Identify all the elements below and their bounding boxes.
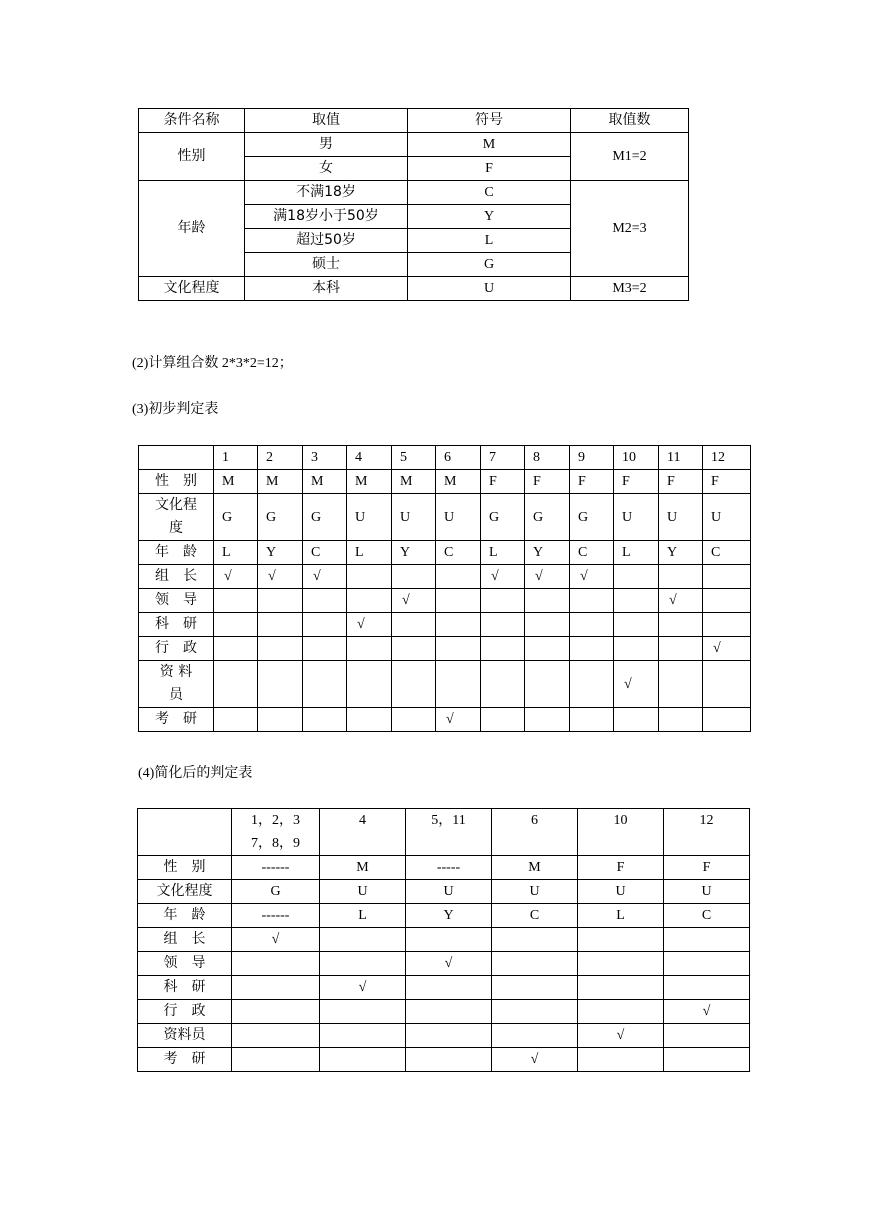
initial-column-number: 6 [436,446,481,470]
initial-column-number: 1 [214,446,258,470]
simplified-row-label: 资料员 [138,1024,232,1048]
initial-table-row [139,565,751,589]
initial-row-label: 考 研 [139,708,214,732]
simplified-table-cell [232,976,320,1000]
initial-table-cell: L [481,541,525,565]
initial-table-cell: F [481,470,525,494]
simplified-table-cell: M [320,856,406,880]
initial-table-cell [258,637,303,661]
initial-table-cell: √ [347,613,392,637]
simplified-table-cell [232,1048,320,1072]
initial-table-cell [570,589,614,613]
initial-table-cell [703,708,751,732]
simplified-table-row [138,1048,750,1072]
simplified-corner-cell [138,809,232,856]
initial-table-cell [525,661,570,708]
initial-table-cell: √ [659,589,703,613]
initial-table-cell [481,613,525,637]
initial-table-cell [392,637,436,661]
initial-table-cell [214,708,258,732]
simplified-table-cell [406,1024,492,1048]
initial-table-cell: M [303,470,347,494]
simplified-table-row [138,904,750,928]
initial-table-cell: M [258,470,303,494]
simplified-table-cell: C [664,904,750,928]
initial-table-cell: G [481,494,525,541]
simplified-row-label: 年 龄 [138,904,232,928]
condition-header-row [139,109,689,133]
initial-table-cell [703,661,751,708]
simplified-column-header: 6 [492,809,578,856]
simplified-table-row [138,1000,750,1024]
simplified-column-header: 10 [578,809,664,856]
initial-row-label: 行 政 [139,637,214,661]
initial-table-cell [347,661,392,708]
initial-table-row [139,589,751,613]
simplified-table-cell [320,1000,406,1024]
simplified-table-cell: U [578,880,664,904]
condition-name-cell: 文化程度 [139,277,245,301]
initial-table-cell: √ [703,637,751,661]
initial-table-cell [703,565,751,589]
condition-count-cell: M3=2 [571,277,689,301]
simplified-table-cell: √ [492,1048,578,1072]
initial-table-cell: U [347,494,392,541]
initial-column-number: 2 [258,446,303,470]
initial-table-cell [347,589,392,613]
initial-table-cell: √ [570,565,614,589]
condition-value-cell: 男 [245,133,408,157]
simplified-table-row [138,1024,750,1048]
initial-table-cell: F [570,470,614,494]
initial-table-cell [570,637,614,661]
initial-table-cell [659,637,703,661]
initial-table-cell: √ [525,565,570,589]
combination-count-text: (2)计算组合数 2*3*2=12； [132,356,293,371]
initial-table-cell [436,565,481,589]
condition-symbol-cell: F [408,157,571,181]
initial-table-cell: M [392,470,436,494]
simplified-table-row [138,928,750,952]
simplified-table-cell: √ [578,1024,664,1048]
initial-table-cell: U [392,494,436,541]
initial-column-number: 3 [303,446,347,470]
initial-table-cell: F [703,470,751,494]
condition-value-cell: 满18岁小于50岁 [245,205,408,229]
initial-table-row [139,613,751,637]
initial-table-cell: Y [659,541,703,565]
simplified-table-cell [578,952,664,976]
simplified-table-cell: U [406,880,492,904]
condition-symbol-cell: G [408,253,571,277]
simplified-column-header: 1，2，3 7，8，9 [232,809,320,856]
simplified-table-heading: (4)简化后的判定表 [138,766,253,781]
initial-table-heading: (3)初步判定表 [132,402,219,417]
initial-table-cell: C [703,541,751,565]
initial-column-number: 9 [570,446,614,470]
condition-header-cell: 符号 [408,109,571,133]
simplified-table-cell [492,952,578,976]
initial-table-cell [570,613,614,637]
initial-table-cell: √ [436,708,481,732]
initial-table-cell [570,661,614,708]
simplified-table-cell: √ [232,928,320,952]
simplified-table-cell [578,976,664,1000]
initial-table-cell: G [214,494,258,541]
initial-table-cell [525,708,570,732]
condition-row [139,277,689,301]
condition-header-cell: 条件名称 [139,109,245,133]
simplified-row-label: 性 别 [138,856,232,880]
initial-row-label: 领 导 [139,589,214,613]
initial-table-cell [258,589,303,613]
initial-table-cell [436,661,481,708]
simplified-table-cell [578,1048,664,1072]
initial-table-cell: G [258,494,303,541]
initial-column-number: 10 [614,446,659,470]
simplified-table-cell: M [492,856,578,880]
initial-table-cell [525,613,570,637]
simplified-table-cell [406,928,492,952]
simplified-row-label: 文化程度 [138,880,232,904]
initial-table-cell [659,708,703,732]
initial-table-cell [614,708,659,732]
initial-table-cell [258,613,303,637]
simplified-table-cell [232,1000,320,1024]
initial-table-cell: √ [392,589,436,613]
initial-row-label: 组 长 [139,565,214,589]
simplified-table-cell: F [664,856,750,880]
initial-table-cell [214,637,258,661]
initial-table-cell [614,637,659,661]
initial-table-cell [614,613,659,637]
initial-table-cell [392,661,436,708]
initial-table-cell: G [525,494,570,541]
initial-table-cell: M [347,470,392,494]
simplified-table-cell [406,1000,492,1024]
initial-table-cell [481,589,525,613]
initial-table-row [139,494,751,541]
initial-table-cell [214,661,258,708]
simplified-table-cell [664,1048,750,1072]
initial-table-cell [659,661,703,708]
simplified-table-cell: ------ [232,856,320,880]
initial-table-cell: M [436,470,481,494]
initial-table-cell [303,637,347,661]
initial-table-cell: F [614,470,659,494]
condition-header-cell: 取值 [245,109,408,133]
condition-symbol-cell: M [408,133,571,157]
initial-table-row [139,637,751,661]
initial-table-cell [303,613,347,637]
condition-table [138,108,689,301]
initial-table-cell: √ [214,565,258,589]
initial-table-cell [481,708,525,732]
initial-table-cell [525,637,570,661]
initial-table-cell [347,708,392,732]
condition-name-cell: 年龄 [139,181,245,277]
initial-table-cell: M [214,470,258,494]
simplified-row-label: 考 研 [138,1048,232,1072]
initial-table-cell: L [214,541,258,565]
initial-table-cell [614,565,659,589]
initial-table-cell: U [703,494,751,541]
simplified-table-cell: U [492,880,578,904]
initial-table-cell: Y [392,541,436,565]
condition-value-cell: 本科 [245,277,408,301]
simplified-table-cell [664,1024,750,1048]
initial-table-cell: Y [525,541,570,565]
simplified-header-row [138,809,750,856]
initial-row-label: 性 别 [139,470,214,494]
initial-table-row [139,470,751,494]
initial-table-row [139,708,751,732]
simplified-table-cell [664,952,750,976]
condition-header-cell: 取值数 [571,109,689,133]
simplified-table-cell: C [492,904,578,928]
initial-table-cell [703,613,751,637]
initial-table-cell [436,589,481,613]
simplified-decision-table [137,808,750,1072]
initial-table-cell [347,637,392,661]
simplified-table-cell [406,1048,492,1072]
simplified-table-cell: U [320,880,406,904]
initial-table-cell [392,565,436,589]
condition-symbol-cell: Y [408,205,571,229]
initial-table-cell: L [614,541,659,565]
simplified-table-cell [320,1024,406,1048]
initial-table-cell: L [347,541,392,565]
simplified-table-row [138,880,750,904]
simplified-row-label: 组 长 [138,928,232,952]
condition-value-cell: 硕士 [245,253,408,277]
simplified-table-cell [492,1024,578,1048]
condition-symbol-cell: C [408,181,571,205]
initial-table-cell [303,589,347,613]
condition-count-cell: M2=3 [571,181,689,277]
simplified-table-cell [664,976,750,1000]
initial-table-cell: U [659,494,703,541]
initial-table-cell [214,589,258,613]
initial-column-number: 12 [703,446,751,470]
simplified-table-cell [320,928,406,952]
initial-table-cell [392,708,436,732]
simplified-table-cell: G [232,880,320,904]
initial-table-cell: U [436,494,481,541]
condition-symbol-cell: U [408,277,571,301]
initial-table-cell: C [303,541,347,565]
initial-row-label: 资 料 员 [139,661,214,708]
initial-column-number: 8 [525,446,570,470]
simplified-table-cell [578,1000,664,1024]
simplified-column-header: 4 [320,809,406,856]
initial-table-cell: G [303,494,347,541]
initial-table-cell: √ [303,565,347,589]
condition-value-cell: 超过50岁 [245,229,408,253]
initial-column-number: 11 [659,446,703,470]
initial-table-cell [436,637,481,661]
simplified-row-label: 领 导 [138,952,232,976]
initial-table-cell [214,613,258,637]
simplified-table-row [138,976,750,1000]
initial-row-label: 文化程 度 [139,494,214,541]
simplified-table-cell: F [578,856,664,880]
initial-table-cell [258,708,303,732]
condition-value-cell: 女 [245,157,408,181]
initial-table-cell [570,708,614,732]
initial-table-cell [659,565,703,589]
initial-table-cell [525,589,570,613]
simplified-table-cell [320,952,406,976]
simplified-table-row [138,952,750,976]
initial-table-cell: F [525,470,570,494]
simplified-table-cell: √ [320,976,406,1000]
simplified-table-cell [578,928,664,952]
simplified-table-body [138,809,750,1072]
initial-column-number: 5 [392,446,436,470]
initial-table-cell [303,708,347,732]
initial-column-number: 4 [347,446,392,470]
initial-table-cell [347,565,392,589]
simplified-table-cell: U [664,880,750,904]
initial-table-cell: U [614,494,659,541]
condition-count-cell: M1=2 [571,133,689,181]
initial-table-row [139,661,751,708]
initial-row-label: 科 研 [139,613,214,637]
initial-table-cell [481,637,525,661]
simplified-table-cell [492,928,578,952]
initial-table-cell: G [570,494,614,541]
initial-corner-cell [139,446,214,470]
simplified-table-row [138,856,750,880]
initial-header-row [139,446,751,470]
simplified-table-cell: ------ [232,904,320,928]
initial-column-number: 7 [481,446,525,470]
simplified-column-header: 5，11 [406,809,492,856]
simplified-table-cell [320,1048,406,1072]
initial-table-cell [392,613,436,637]
condition-row [139,181,689,205]
condition-table-body [139,109,689,301]
condition-symbol-cell: L [408,229,571,253]
initial-table-cell [703,589,751,613]
condition-name-cell: 性别 [139,133,245,181]
simplified-table-cell: L [320,904,406,928]
initial-table-cell: C [436,541,481,565]
initial-table-cell [614,589,659,613]
simplified-table-cell [492,976,578,1000]
initial-table-cell: C [570,541,614,565]
initial-table-cell: Y [258,541,303,565]
simplified-table-cell: √ [664,1000,750,1024]
simplified-table-cell: √ [406,952,492,976]
simplified-table-cell [232,1024,320,1048]
simplified-table-cell: Y [406,904,492,928]
condition-value-cell: 不满18岁 [245,181,408,205]
simplified-row-label: 科 研 [138,976,232,1000]
simplified-table-cell: ----- [406,856,492,880]
simplified-table-cell [232,952,320,976]
initial-table-row [139,541,751,565]
initial-table-body [139,446,751,732]
initial-table-cell: √ [481,565,525,589]
initial-table-cell: F [659,470,703,494]
initial-row-label: 年 龄 [139,541,214,565]
simplified-row-label: 行 政 [138,1000,232,1024]
initial-table-cell: √ [258,565,303,589]
condition-row [139,133,689,157]
initial-table-cell [258,661,303,708]
initial-table-cell [436,613,481,637]
simplified-table-cell [406,976,492,1000]
simplified-column-header: 12 [664,809,750,856]
initial-table-cell [481,661,525,708]
initial-decision-table [138,445,751,732]
initial-table-cell: √ [614,661,659,708]
initial-table-cell [659,613,703,637]
simplified-table-cell [492,1000,578,1024]
initial-table-cell [303,661,347,708]
simplified-table-cell: L [578,904,664,928]
simplified-table-cell [664,928,750,952]
